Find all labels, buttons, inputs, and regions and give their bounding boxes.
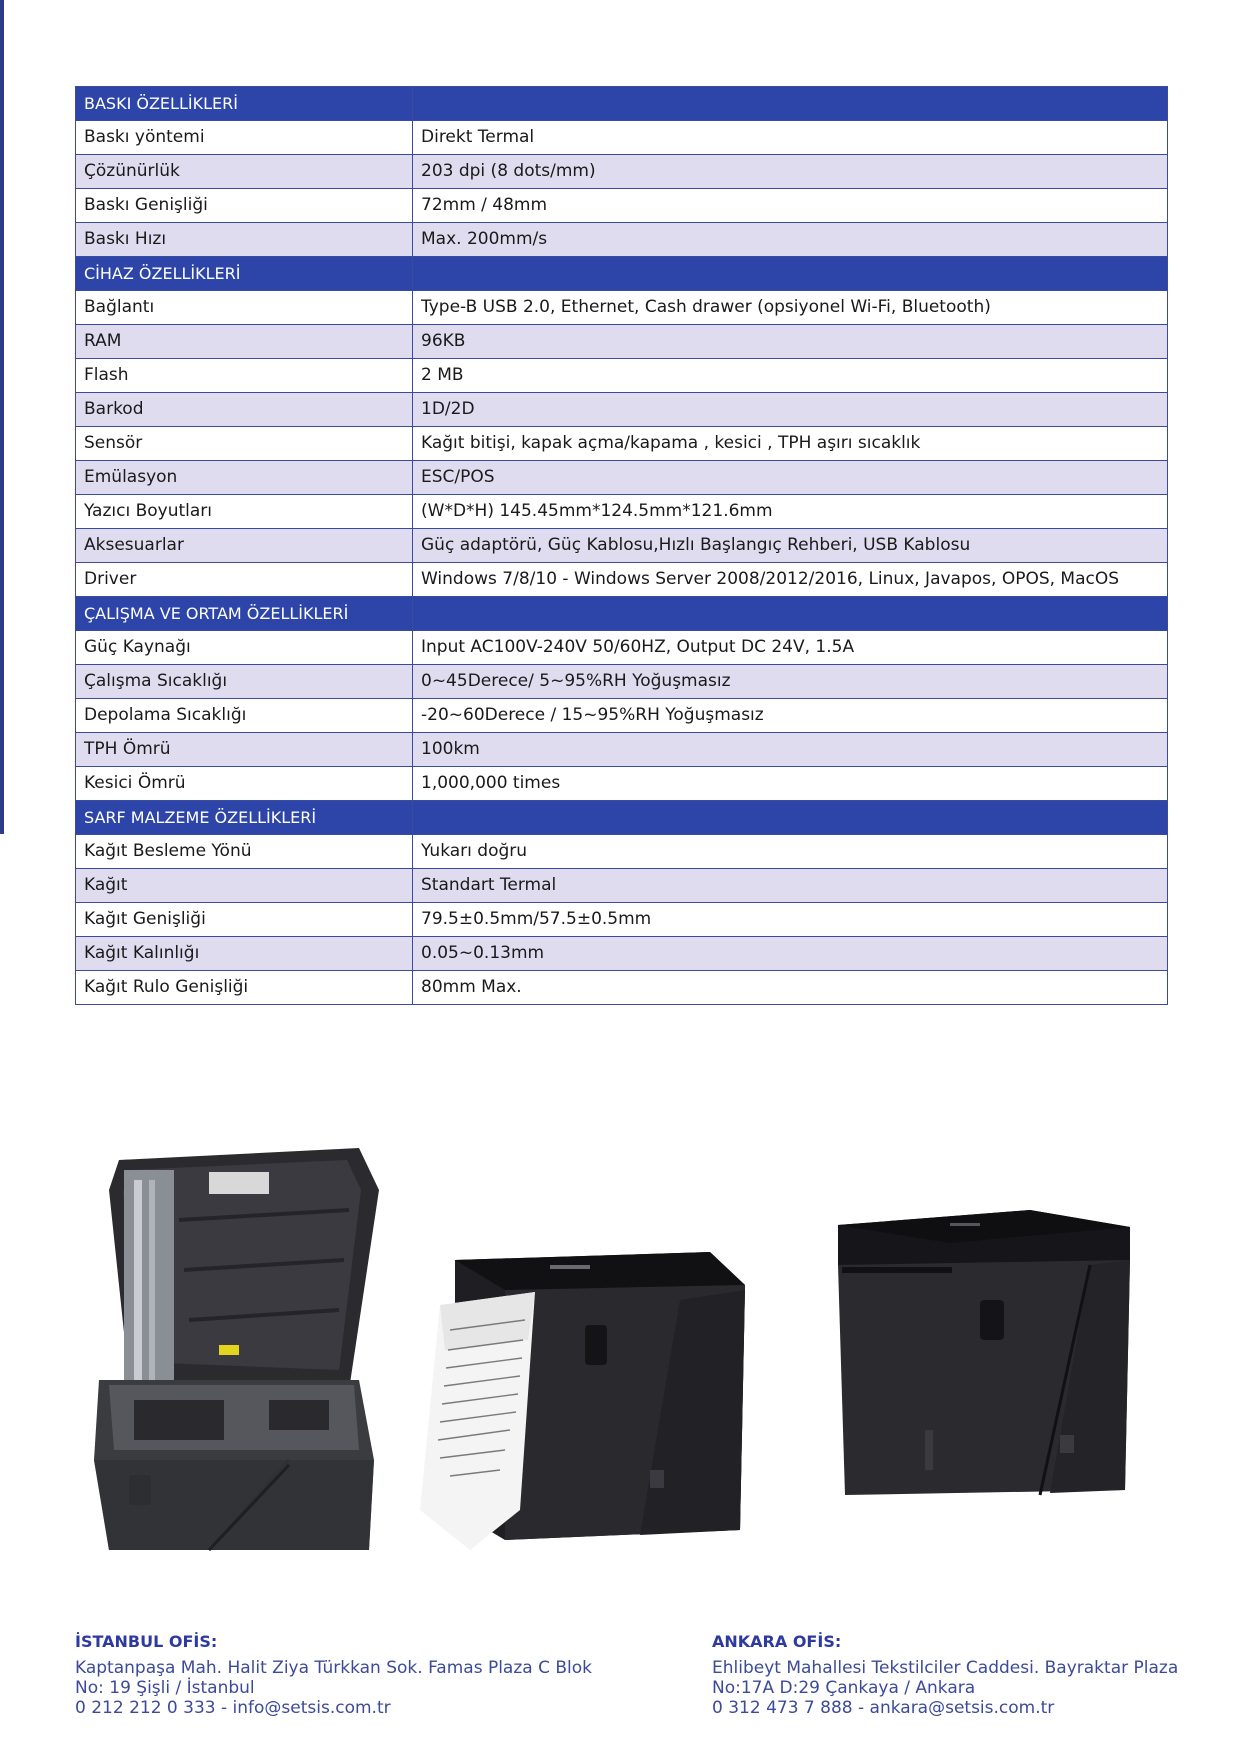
printer-closed-image (830, 1205, 1140, 1505)
spec-value: Type-B USB 2.0, Ethernet, Cash drawer (opsiyonel Wi-Fi, Bluetooth) (413, 291, 1168, 325)
table-row (76, 869, 1168, 903)
spec-label: Baskı yöntemi (76, 121, 413, 155)
table-row (76, 699, 1168, 733)
spec-label: Çözünürlük (76, 155, 413, 189)
section-title: ÇALIŞMA VE ORTAM ÖZELLİKLERİ (76, 597, 413, 631)
printer-open-lid-image (89, 1130, 389, 1570)
spec-label: Emülasyon (76, 461, 413, 495)
spec-label: Kesici Ömrü (76, 767, 413, 801)
section-title: CİHAZ ÖZELLİKLERİ (76, 257, 413, 291)
ankara-contact-line[interactable]: 0 312 473 7 888 - ankara@setsis.com.tr (712, 1698, 1055, 1718)
spec-label: Kağıt Kalınlığı (76, 937, 413, 971)
spec-value: 96KB (413, 325, 1168, 359)
section-header-row (76, 597, 1168, 631)
product-photos (75, 1145, 1168, 1595)
section-value (413, 597, 1168, 631)
table-row (76, 563, 1168, 597)
spec-label: Kağıt Genişliği (76, 903, 413, 937)
istanbul-office (75, 1632, 592, 1718)
spec-value: Standart Termal (413, 869, 1168, 903)
istanbul-address-line1: Kaptanpaşa Mah. Halit Ziya Türkkan Sok. Famas Plaza C Blok (75, 1658, 592, 1678)
spec-value: 72mm / 48mm (413, 189, 1168, 223)
table-row (76, 189, 1168, 223)
table-row (76, 665, 1168, 699)
table-row (76, 291, 1168, 325)
section-header-row (76, 801, 1168, 835)
istanbul-address-line2: No: 19 Şişli / İstanbul (75, 1678, 255, 1698)
table-row (76, 903, 1168, 937)
table-row (76, 631, 1168, 665)
table-row (76, 733, 1168, 767)
spec-value: 1D/2D (413, 393, 1168, 427)
table-row (76, 359, 1168, 393)
table-row (76, 325, 1168, 359)
section-value (413, 257, 1168, 291)
spec-value: 1,000,000 times (413, 767, 1168, 801)
spec-label: Kağıt Rulo Genişliği (76, 971, 413, 1005)
spec-value: Windows 7/8/10 - Windows Server 2008/2012/2016, Linux, Javapos, OPOS, MacOS (413, 563, 1168, 597)
spec-value: 203 dpi (8 dots/mm) (413, 155, 1168, 189)
spec-value: 2 MB (413, 359, 1168, 393)
section-header-row (76, 257, 1168, 291)
table-row (76, 155, 1168, 189)
table-row (76, 835, 1168, 869)
spec-label: Aksesuarlar (76, 529, 413, 563)
spec-table (75, 86, 1168, 1005)
spec-label: Çalışma Sıcaklığı (76, 665, 413, 699)
spec-label: Driver (76, 563, 413, 597)
spec-value: 79.5±0.5mm/57.5±0.5mm (413, 903, 1168, 937)
table-row (76, 495, 1168, 529)
spec-value: -20~60Derece / 15~95%RH Yoğuşmasız (413, 699, 1168, 733)
istanbul-office-heading: İSTANBUL OFİS: (75, 1632, 218, 1651)
section-header-row (76, 87, 1168, 121)
table-row (76, 937, 1168, 971)
spec-label: TPH Ömrü (76, 733, 413, 767)
spec-value: Direkt Termal (413, 121, 1168, 155)
table-row (76, 427, 1168, 461)
spec-label: Yazıcı Boyutları (76, 495, 413, 529)
istanbul-contact-line[interactable]: 0 212 212 0 333 - info@setsis.com.tr (75, 1698, 391, 1718)
spec-value: 0.05~0.13mm (413, 937, 1168, 971)
table-row (76, 393, 1168, 427)
spec-value: Kağıt bitişi, kapak açma/kapama , kesici , TPH aşırı sıcaklık (413, 427, 1168, 461)
table-row (76, 971, 1168, 1005)
ankara-office (712, 1632, 1178, 1718)
spec-label: Güç Kaynağı (76, 631, 413, 665)
table-row (76, 529, 1168, 563)
section-value (413, 87, 1168, 121)
table-row (76, 461, 1168, 495)
spec-label: Kağıt (76, 869, 413, 903)
spec-label: RAM (76, 325, 413, 359)
table-row (76, 223, 1168, 257)
spec-value: 0~45Derece/ 5~95%RH Yoğuşmasız (413, 665, 1168, 699)
ankara-office-heading: ANKARA OFİS: (712, 1632, 842, 1651)
section-value (413, 801, 1168, 835)
spec-label: Baskı Hızı (76, 223, 413, 257)
ankara-address-line2: No:17A D:29 Çankaya / Ankara (712, 1678, 976, 1698)
printer-with-receipt-image (410, 1240, 750, 1550)
ankara-address-line1: Ehlibeyt Mahallesi Tekstilciler Caddesi. Bayraktar Plaza (712, 1658, 1179, 1678)
spec-value: (W*D*H) 145.45mm*124.5mm*121.6mm (413, 495, 1168, 529)
spec-value: 100km (413, 733, 1168, 767)
spec-label: Sensör (76, 427, 413, 461)
spec-label: Kağıt Besleme Yönü (76, 835, 413, 869)
spec-label: Flash (76, 359, 413, 393)
spec-label: Bağlantı (76, 291, 413, 325)
left-accent-bar (0, 0, 4, 834)
table-row (76, 121, 1168, 155)
spec-label: Barkod (76, 393, 413, 427)
table-row (76, 767, 1168, 801)
spec-value: 80mm Max. (413, 971, 1168, 1005)
section-title: BASKI ÖZELLİKLERİ (76, 87, 413, 121)
spec-value: ESC/POS (413, 461, 1168, 495)
spec-value: Max. 200mm/s (413, 223, 1168, 257)
spec-value: Input AC100V-240V 50/60HZ, Output DC 24V, 1.5A (413, 631, 1168, 665)
spec-label: Depolama Sıcaklığı (76, 699, 413, 733)
spec-value: Güç adaptörü, Güç Kablosu,Hızlı Başlangıç Rehberi, USB Kablosu (413, 529, 1168, 563)
section-title: SARF MALZEME ÖZELLİKLERİ (76, 801, 413, 835)
spec-label: Baskı Genişliği (76, 189, 413, 223)
spec-value: Yukarı doğru (413, 835, 1168, 869)
